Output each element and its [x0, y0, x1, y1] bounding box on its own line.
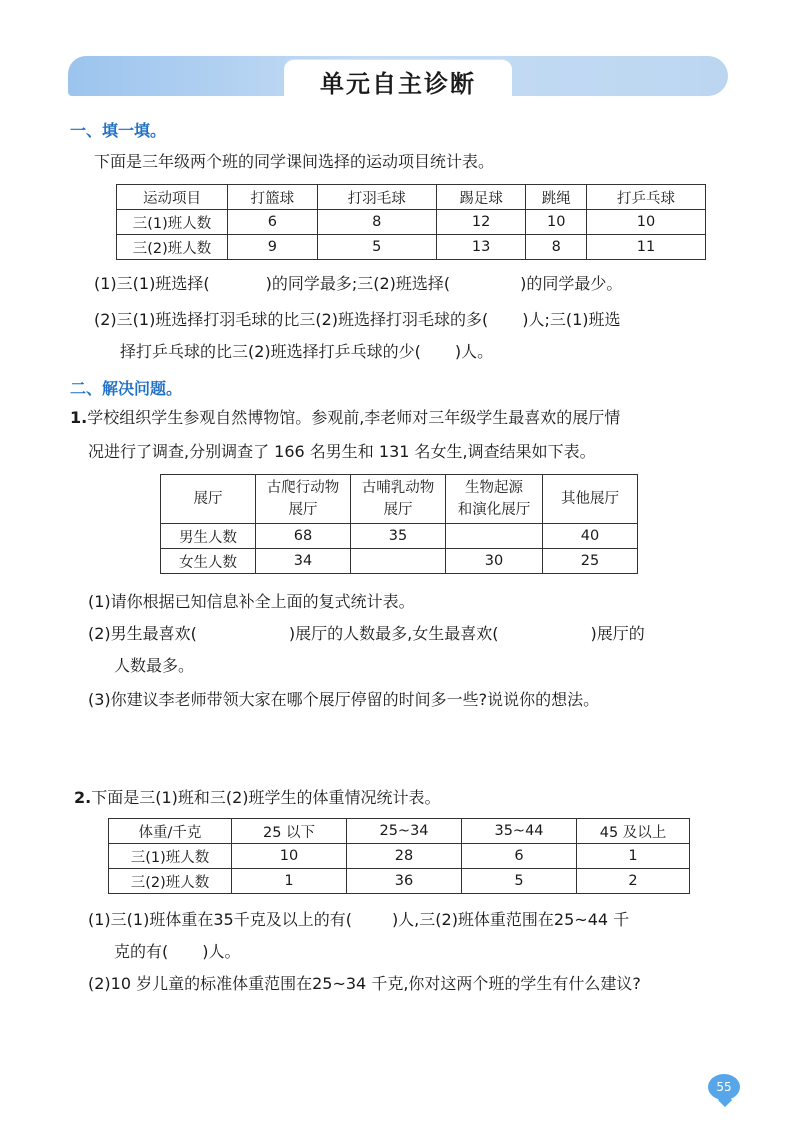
question-2-2-1: (1)三(1)班体重在35千克及以上的有( )人,三(2)班体重范围在25~44 千	[88, 910, 630, 929]
table-cell: 5	[462, 869, 577, 894]
table-cell: 男生人数	[161, 524, 256, 549]
table-cell: 10	[526, 210, 587, 235]
table-cell: 三(2)班人数	[117, 235, 228, 260]
question-1-2-cont: 择打乒乓球的比三(2)班选择打乒乓球的少( )人。	[120, 342, 494, 361]
museum-table	[160, 474, 638, 574]
section-heading-fill: 一、填一填。	[70, 121, 167, 140]
question-2-1-2-cont: 人数最多。	[114, 656, 195, 675]
table-cell: 13	[436, 235, 526, 260]
table-cell: 5	[317, 235, 436, 260]
table-row	[109, 844, 690, 869]
table-cell: 30	[446, 549, 543, 574]
table-cell: 打羽毛球	[317, 185, 436, 210]
table-cell: 6	[228, 210, 318, 235]
table-row	[117, 185, 706, 210]
table-cell-blank[interactable]	[446, 524, 543, 549]
table-cell: 9	[228, 235, 318, 260]
table-cell: 8	[317, 210, 436, 235]
table-cell: 10	[232, 844, 347, 869]
table-cell: 25 以下	[232, 819, 347, 844]
table-cell: 40	[543, 524, 638, 549]
table-cell: 1	[577, 844, 690, 869]
problem-1-line1: 1.学校组织学生参观自然博物馆。参观前,李老师对三年级学生最喜欢的展厅情	[70, 408, 621, 427]
table-cell: 12	[436, 210, 526, 235]
table-row	[161, 475, 638, 524]
page-title: 单元自主诊断	[320, 70, 476, 98]
question-2-1-1: (1)请你根据已知信息补全上面的复式统计表。	[88, 592, 415, 611]
table-cell: 25~34	[347, 819, 462, 844]
table-cell: 36	[347, 869, 462, 894]
problem-2-line1: 2.下面是三(1)班和三(2)班学生的体重情况统计表。	[74, 788, 441, 807]
table-cell: 生物起源 和演化展厅	[446, 475, 543, 524]
weight-table	[108, 818, 690, 894]
table-cell: 运动项目	[117, 185, 228, 210]
table-cell: 8	[526, 235, 587, 260]
section1-intro: 下面是三年级两个班的同学课间选择的运动项目统计表。	[94, 152, 495, 171]
table-cell: 35~44	[462, 819, 577, 844]
table-cell: 6	[462, 844, 577, 869]
table-cell: 1	[232, 869, 347, 894]
question-2-1-3: (3)你建议李老师带领大家在哪个展厅停留的时间多一些?说说你的想法。	[88, 690, 600, 709]
table-cell: 68	[256, 524, 351, 549]
table-row	[117, 210, 706, 235]
table-cell: 女生人数	[161, 549, 256, 574]
table-cell: 34	[256, 549, 351, 574]
table-cell: 三(2)班人数	[109, 869, 232, 894]
table-cell: 其他展厅	[543, 475, 638, 524]
table-cell: 踢足球	[436, 185, 526, 210]
table-cell: 打乒乓球	[586, 185, 705, 210]
table-row	[161, 524, 638, 549]
table-cell: 体重/千克	[109, 819, 232, 844]
table-cell: 28	[347, 844, 462, 869]
table-cell-blank[interactable]	[351, 549, 446, 574]
question-2-1-2: (2)男生最喜欢( )展厅的人数最多,女生最喜欢( )展厅的	[88, 624, 645, 643]
problem-1-line2: 况进行了调查,分别调查了 166 名男生和 131 名女生,调查结果如下表。	[88, 442, 596, 461]
table-cell: 25	[543, 549, 638, 574]
question-2-2-2: (2)10 岁儿童的标准体重范围在25~34 千克,你对这两个班的学生有什么建议?	[88, 974, 641, 993]
table-row	[161, 549, 638, 574]
table-cell: 45 及以上	[577, 819, 690, 844]
table-cell: 2	[577, 869, 690, 894]
table-cell: 展厅	[161, 475, 256, 524]
section-heading-solve: 二、解决问题。	[70, 379, 183, 398]
table-cell: 古哺乳动物 展厅	[351, 475, 446, 524]
page-number: 55	[708, 1074, 740, 1100]
table-row	[117, 235, 706, 260]
table-cell: 11	[586, 235, 705, 260]
table-cell: 35	[351, 524, 446, 549]
question-2-2-1-cont: 克的有( )人。	[114, 942, 241, 961]
question-1-1: (1)三(1)班选择( )的同学最多;三(2)班选择( )的同学最少。	[94, 274, 623, 293]
table-row	[109, 819, 690, 844]
question-1-2: (2)三(1)班选择打羽毛球的比三(2)班选择打羽毛球的多( )人;三(1)班选	[94, 310, 621, 329]
sports-table	[116, 184, 706, 260]
table-cell: 10	[586, 210, 705, 235]
table-cell: 古爬行动物 展厅	[256, 475, 351, 524]
table-cell: 跳绳	[526, 185, 587, 210]
table-cell: 三(1)班人数	[117, 210, 228, 235]
table-cell: 打篮球	[228, 185, 318, 210]
table-row	[109, 869, 690, 894]
table-cell: 三(1)班人数	[109, 844, 232, 869]
